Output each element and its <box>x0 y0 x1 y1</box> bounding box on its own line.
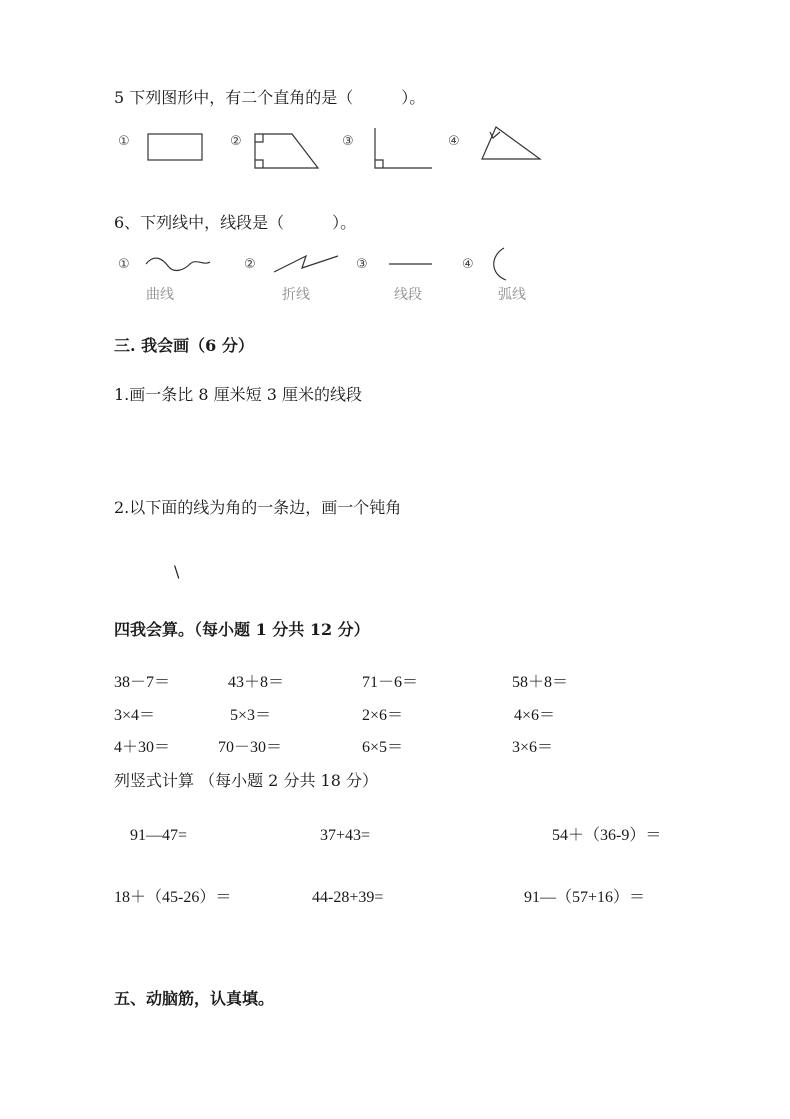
section-3-title: 三. 我会画（6 分） <box>114 336 254 355</box>
q5-right-triangle-figure <box>478 124 544 164</box>
mental-calc-r1-c3: 71－6＝ <box>362 674 419 691</box>
q6-question: 6、下列线中，线段是（ ）。 <box>114 213 357 232</box>
q6-curve-line <box>144 254 214 274</box>
q6-label-4: ④ <box>462 257 474 272</box>
given-angle-side: \ <box>174 562 180 581</box>
q6-polyline <box>272 252 342 274</box>
q6-caption-segment: 线段 <box>394 287 422 303</box>
vertical-calc-r1-c3: 54＋（36-9）＝ <box>552 827 662 844</box>
q6-label-3: ③ <box>356 257 368 272</box>
q5-label-3: ③ <box>342 134 354 149</box>
q5-trapezoid-figure <box>252 130 322 172</box>
mental-calc-r3-c4: 3×6＝ <box>512 739 554 756</box>
vertical-calc-r1-c2: 37+43= <box>320 827 371 844</box>
mental-calc-r2-c1: 3×4＝ <box>114 707 156 724</box>
mental-calc-r1-c1: 38－7＝ <box>114 674 171 691</box>
q6-label-2: ② <box>244 257 256 272</box>
vertical-calc-r2-c2: 44-28+39= <box>312 889 384 906</box>
q5-right-angle-figure <box>372 126 436 172</box>
vertical-calc-r2-c3: 91—（57+16）＝ <box>524 889 646 906</box>
vertical-calc-r1-c1: 91—47= <box>130 827 188 844</box>
q6-label-1: ① <box>118 257 130 272</box>
section-3-item-1: 1.画一条比 8 厘米短 3 厘米的线段 <box>114 385 362 404</box>
vertical-calc-r2-c1: 18＋（45-26）＝ <box>114 889 232 906</box>
q6-arc-line <box>490 246 514 282</box>
mental-calc-r2-c3: 2×6＝ <box>362 707 404 724</box>
mental-calc-r3-c2: 70－30＝ <box>218 739 283 756</box>
q5-label-1: ① <box>118 134 130 149</box>
mental-calc-r3-c1: 4＋30＝ <box>114 739 171 756</box>
q6-segment-line <box>388 261 438 267</box>
section-5-title: 五、动脑筋，认真填。 <box>114 989 275 1008</box>
mental-calc-r2-c2: 5×3＝ <box>230 707 272 724</box>
section-3-item-2: 2.以下面的线为角的一条边，画一个钝角 <box>114 498 402 517</box>
q6-caption-polyline: 折线 <box>282 287 310 303</box>
q5-rectangle-figure <box>146 132 206 162</box>
q6-caption-curve: 曲线 <box>146 287 174 303</box>
q5-label-2: ② <box>230 134 242 149</box>
q6-caption-arc: 弧线 <box>498 287 526 303</box>
mental-calc-r1-c4: 58＋8＝ <box>512 674 569 691</box>
mental-calc-r1-c2: 43＋8＝ <box>228 674 285 691</box>
vertical-calc-title: 列竖式计算 （每小题 2 分共 18 分） <box>114 771 378 790</box>
mental-calc-r2-c4: 4×6＝ <box>514 707 556 724</box>
section-4-title: 四我会算。（每小题 1 分共 12 分） <box>114 620 370 639</box>
mental-calc-r3-c3: 6×5＝ <box>362 739 404 756</box>
q5-question: 5 下列图形中，有二个直角的是（ ）。 <box>114 88 426 107</box>
q5-label-4: ④ <box>448 134 460 149</box>
